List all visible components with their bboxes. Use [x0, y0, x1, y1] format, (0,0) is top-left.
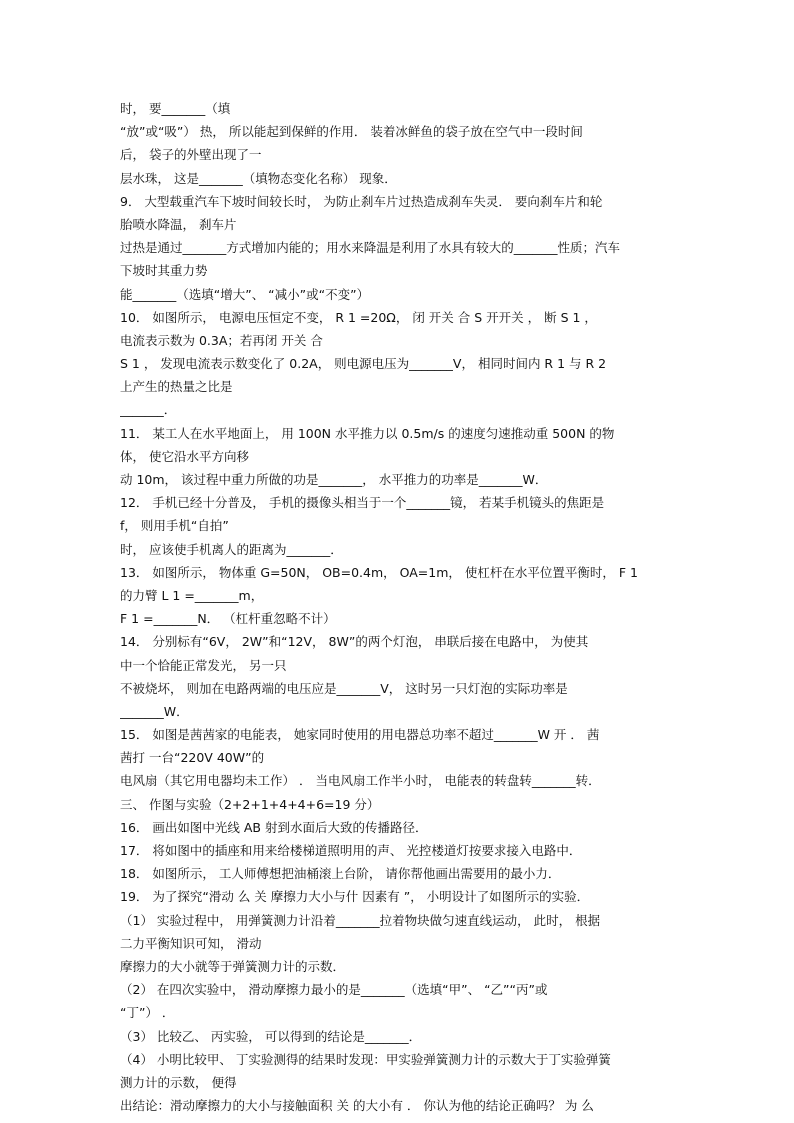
text-line: 测力计的示数， 便得: [120, 1074, 237, 1090]
question-14-line: 14． 分别标有“6V， 2W”和“12V， 8W”的两个灯泡， 串联后接在电路中， 为使其: [120, 634, 589, 650]
section-heading: 三、 作图与实验（2+2+1+4+4+6=19 分）: [120, 796, 380, 812]
text-line: F 1 =_______N． （杠杆重忽略不计）: [120, 611, 336, 627]
question-16-line: 16． 画出如图中光线 AB 射到水面后大致的传播路径．: [120, 819, 428, 835]
text-line: f， 则用手机“自拍”: [120, 518, 229, 534]
document-page: [120, 97, 676, 1117]
question-18-line: 18． 如图所示， 工人师傅想把油桶滚上台阶， 请你帮他画出需要用的最小力．: [120, 866, 561, 882]
text-line: 茜打 一台“220V 40W”的: [120, 750, 265, 766]
text-line: 后， 袋子的外壁出现了一: [120, 147, 262, 163]
question-11-line: 11． 某工人在水平地面上， 用 100N 水平推力以 0.5m/s 的速度匀速推动重 500N 的物: [120, 425, 615, 441]
text-line: _______W．: [120, 703, 189, 719]
text-line: “丁”） ．: [120, 1005, 175, 1021]
question-17-line: 17． 将如图中的插座和用来给楼梯道照明用的声、 光控楼道灯按要求接入电路中．: [120, 843, 582, 858]
text-line: 过热是通过_______方式增加内能的；用水来降温是利用了水具有较大的_______性质；汽车: [120, 240, 621, 256]
question-13-line: 13． 如图所示， 物体重 G=50N， OB=0.4m， OA=1m， 使杠杆在水平位置平衡时， F 1: [120, 564, 638, 580]
text-line: 动 10m， 该过程中重力所做的功是_______， 水平推力的功率是_______W．: [120, 472, 548, 487]
question-9-line: 9． 大型载重汽车下坡时间较长时， 为防止刹车片过热造成刹车失灵． 要向刹车片和轮: [120, 193, 603, 209]
text-line: 摩擦力的大小就等于弹簧测力计的示数．: [120, 958, 346, 974]
text-line: （2） 在四次实验中， 滑动摩擦力最小的是_______（选填“甲”、 “乙”“丙”或: [120, 982, 548, 998]
text-line: （1） 实验过程中， 用弹簧测力计沿着_______拉着物块做匀速直线运动， 此时， 根据: [120, 912, 601, 928]
question-10-line: 10． 如图所示， 电源电压恒定不变， R 1 =20Ω， 闭 开关 合 S 开开关 ， 断 S 1 ，: [120, 309, 597, 325]
text-line: “放”或“吸”） 热， 所以能起到保鲜的作用． 装着冰鲜鱼的袋子放在空气中一段时间: [120, 124, 583, 140]
text-line: 中一个恰能正常发光， 另一只: [120, 657, 287, 673]
question-19-line: 19． 为了探究“滑动 么 关 摩擦力大小与什 因素有 ”， 小明设计了如图所示的实验．: [120, 889, 590, 905]
text-line: 的力臂 L 1 =_______m，: [120, 587, 264, 603]
text-line: S 1 ， 发现电流表示数变化了 0.2A， 则电源电压为_______V， 相同时间内 R 1 与 R 2: [120, 356, 607, 372]
text-line: 二力平衡知识可知， 滑动: [120, 935, 262, 951]
text-line: 电风扇（其它用电器均未工作） ． 当电风扇工作半小时， 电能表的转盘转_______转．: [120, 773, 601, 789]
text-line: _______．: [120, 402, 177, 418]
text-line: 能_______（选填“增大”、 “减小”或“不变”）: [120, 286, 370, 302]
text-line: 不被烧坏， 则加在电路两端的电压应是_______V， 这时另一只灯泡的实际功率是: [120, 680, 568, 696]
question-15-line: 15． 如图是茜茜家的电能表， 她家同时使用的用电器总功率不超过_______W 开 ． 茜: [120, 727, 600, 743]
text-line: 上产生的热量之比是: [120, 379, 233, 395]
question-12-line: 12． 手机已经十分普及， 手机的摄像头相当于一个_______镜， 若某手机镜头的焦距是: [120, 495, 605, 511]
text-line: （4） 小明比较甲、 丁实验测得的结果时发现：甲实验弹簧测力计的示数大于丁实验弹簧: [120, 1051, 611, 1067]
text-line: 出结论：滑动摩擦力的大小与接触面积 关 的大小有 ． 你认为他的结论正确吗？ 为 么: [120, 1098, 594, 1114]
text-line: 电流表示数为 0.3A；若再闭 开关 合: [120, 332, 323, 348]
text-line: 时， 应该使手机离人的距离为_______．: [120, 541, 343, 557]
text-line: （3） 比较乙、 丙实验， 可以得到的结论是_______．: [120, 1028, 422, 1044]
text-line: 胎喷水降温， 刹车片: [120, 216, 237, 232]
text-line: 层水珠， 这是_______（填物态变化名称） 现象．: [120, 170, 397, 186]
text-line: 时， 要_______（填: [120, 101, 231, 116]
text-line: 下坡时其重力势: [120, 263, 208, 279]
text-line: 体， 使它沿水平方向移: [120, 448, 249, 464]
